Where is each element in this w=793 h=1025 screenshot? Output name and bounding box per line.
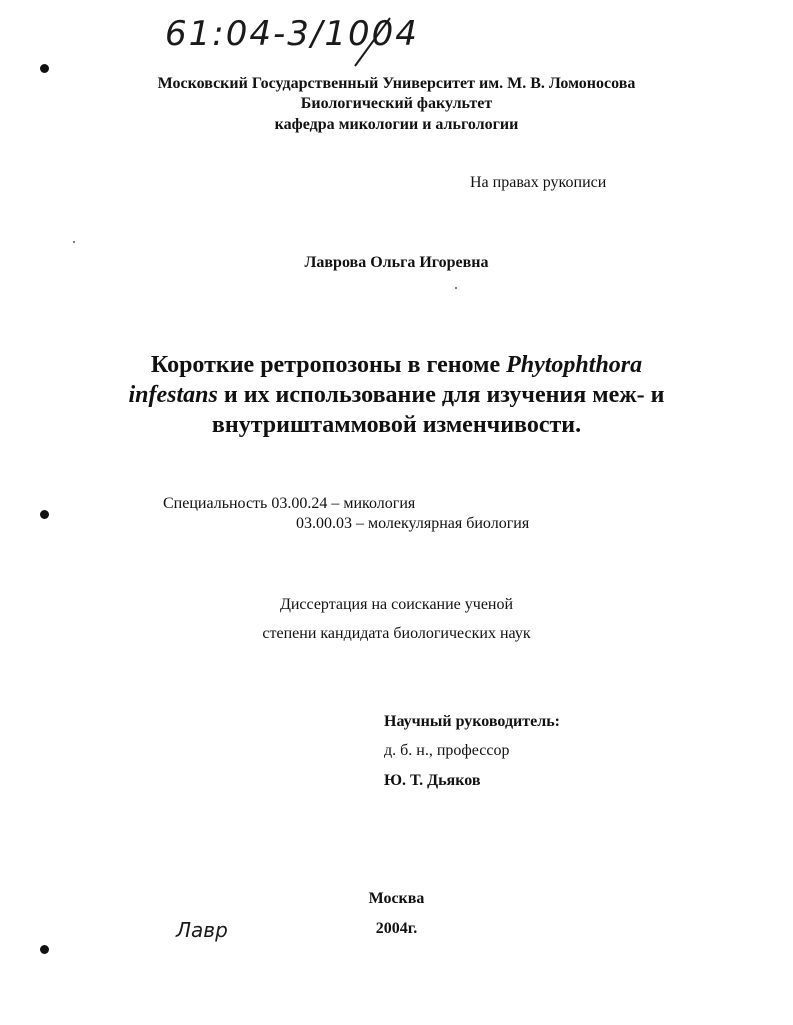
title-line-2: infestans и их использование для изучения меж- и xyxy=(128,382,665,408)
title-line-1: Короткие ретропозоны в геноме Phytophthora xyxy=(150,352,643,378)
faculty-name: Биологический факультет xyxy=(300,95,493,112)
species-genus: Phytophthora xyxy=(506,352,643,378)
species-epithet: infestans xyxy=(128,382,218,408)
manuscript-rights-note: На правах рукописи xyxy=(470,174,607,191)
punch-hole-middle xyxy=(40,510,49,519)
dissertation-note-line-2: степени кандидата биологических наук xyxy=(262,625,531,642)
scan-speck xyxy=(73,241,75,243)
dissertation-title xyxy=(0,350,793,440)
specialty-line-1: Специальность 03.00.24 – микология xyxy=(163,495,416,512)
handwritten-underline xyxy=(165,14,455,74)
year: 2004г. xyxy=(375,920,418,937)
title-line-3: внутриштаммовой изменчивости. xyxy=(211,412,582,438)
university-name: Московский Государственный Университет им. М. В. Ломоносова xyxy=(157,75,636,92)
punch-hole-top xyxy=(40,64,49,73)
punch-hole-bottom xyxy=(40,945,49,954)
handwritten-archive-code: 61:04-3/1004 xyxy=(165,14,419,54)
supervisor-name: Ю. Т. Дьяков xyxy=(384,772,481,789)
scan-speck xyxy=(455,287,457,289)
city: Москва xyxy=(368,890,425,907)
dissertation-note-line-1: Диссертация на соискание ученой xyxy=(279,596,514,613)
specialty-line-2: 03.00.03 – молекулярная биология xyxy=(296,515,530,532)
supervisor-degree: д. б. н., профессор xyxy=(384,742,510,759)
author-name: Лаврова Ольга Игоревна xyxy=(304,254,489,271)
department-name: кафедра микологии и альгологии xyxy=(274,116,519,133)
handwritten-signature: Лавр xyxy=(176,918,228,942)
supervisor-label: Научный руководитель: xyxy=(384,713,560,730)
